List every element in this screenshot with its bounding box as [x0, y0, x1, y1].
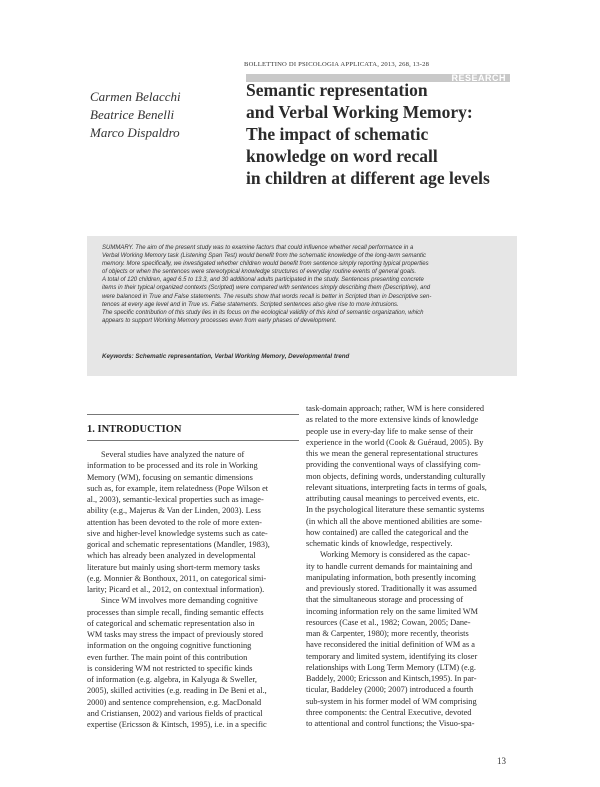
abstract-line: appears to support Working Memory processes even from early phases of development.: [102, 317, 337, 324]
body-line: sub-system in his former model of WM comprising: [306, 696, 477, 706]
keywords: Keywords: Schematic representation, Verbal Working Memory, Developmental trend: [102, 353, 350, 360]
author: Beatrice Benelli: [90, 107, 175, 122]
body-line: man & Carpenter, 1980); more recently, theorists: [306, 629, 469, 638]
author: Marco Dispaldro: [90, 125, 180, 140]
body-line: gorical and schematic representations (Mandler, 1983),: [87, 540, 270, 549]
body-line: ability (e.g., Majerus & Van der Linden, 2003). Less: [87, 506, 261, 516]
authors: [90, 88, 181, 142]
title-line: Semantic representation: [246, 80, 428, 100]
body-line: task-domain approach; rather, WM is here considered: [306, 404, 485, 413]
paper-title: [246, 79, 516, 189]
body-line: 2005), skilled activities (e.g. reading in De Beni et al.,: [87, 686, 267, 696]
body-line: have reconsidered the initial definition of WM as a: [306, 640, 475, 650]
body-line: incoming information rely on the same limited WM: [306, 606, 478, 616]
section-heading: 1. INTRODUCTION: [87, 424, 182, 435]
journal-header: BOLLETTINO DI PSICOLOGIA APPLICATA, 2013, 268, 13-28: [244, 61, 430, 68]
body-line: providing the conventional ways of classifying com-: [306, 460, 481, 470]
title-line: in children at different age levels: [246, 168, 490, 188]
body-line: that the simultaneous storage and processing of: [306, 595, 464, 605]
body-line: attention has been devoted to the role of more exten-: [87, 517, 262, 527]
abstract-line: items in their typical organized contexts (Scripted) were compared with sentences simply describing them (Descriptive), and: [102, 285, 431, 292]
right-column: [306, 403, 514, 729]
body-line: such as, for example, item relatedness (Pope Wilson et: [87, 483, 269, 493]
body-line: resources (Case et al., 1982; Cowan, 2005; Dane-: [306, 617, 471, 627]
abstract-line: The specific contribution of this study lies in its focus on the ecological validity of this kind of semantic organization, which: [102, 309, 424, 316]
body-line: sive and higher-level knowledge systems such as cate-: [87, 528, 268, 538]
body-line: information on the ongoing cognitive functioning: [87, 641, 252, 651]
section-divider-bottom: [87, 440, 299, 441]
body-line: Memory (WM), focusing on semantic dimensions: [87, 472, 253, 482]
body-line: attributing causal meanings to perceived events, etc.: [306, 494, 480, 503]
body-line: (e.g. Monnier & Bonthoux, 2011, on categorical simi-: [87, 573, 267, 583]
body-line: this we mean the general representational structures: [306, 449, 478, 458]
body-line: people use in every-day life to make sense of their: [306, 426, 474, 436]
body-line: experience in the world (Cook & Guéraud, 2005). By: [306, 437, 484, 447]
abstract-line: tences at every age level and in True vs. False statements. Scripted sentences also give rise to more intrusions.: [102, 301, 399, 308]
title-line: knowledge on word recall: [246, 146, 438, 166]
body-line: Several studies have analyzed the nature of: [101, 450, 245, 459]
body-line: schematic kinds of knowledge, respectively.: [306, 539, 453, 548]
body-line: and previously stored. Traditionally it was assumed: [306, 584, 477, 593]
body-line: relationships with Long Term Memory (LTM) (e.g.: [306, 662, 476, 672]
left-column: [87, 449, 299, 730]
body-line: larity; Picard et al., 2012, on contextual information).: [87, 585, 265, 594]
body-line: three components: the Central Executive, devoted: [306, 707, 472, 717]
title-line: The impact of schematic: [246, 124, 429, 144]
body-line: of information (e.g. algebra, in Kalyuga & Sweller,: [87, 675, 257, 684]
body-line: even further. The main point of this contribution: [87, 652, 248, 662]
section-label: RESEARCH: [451, 73, 506, 83]
body-line: how contained) are called the categorical and the: [306, 527, 469, 537]
abstract-text: [102, 244, 504, 325]
abstract-line: A total of 120 children, aged 6.5 to 13.3, and 30 additional adults participated in the study. Sentences presenting concrete: [102, 277, 424, 284]
body-line: expertise (Ericsson & Kintsch, 1995), i.e. in a specific: [87, 720, 267, 729]
body-line: ity to handle current demands for maintaining and: [306, 561, 473, 571]
abstract-line: SUMMARY. The aim of the present study was to examine factors that could influence whether recall performance in a: [102, 245, 414, 251]
abstract-line: Verbal Working Memory task (Listening Span Test) would benefit from the schematic knowledge of the long-term semantic: [102, 253, 427, 260]
page-number: 13: [497, 756, 506, 766]
body-line: relevant situations, interpreting facts in terms of goals,: [306, 482, 487, 492]
body-line: literature but mainly using short-term memory tasks: [87, 562, 260, 572]
body-line: as related to the more extensive kinds of knowledge: [306, 415, 479, 425]
body-line: Working Memory is considered as the capac-: [320, 550, 471, 560]
body-line: al., 2003), semantic-lexical properties such as image-: [87, 495, 264, 504]
body-line: Since WM involves more demanding cognitive: [101, 596, 258, 606]
body-line: which has already been analyzed in developmental: [87, 551, 256, 561]
body-line: temporary and limited system, identifying its closer: [306, 651, 478, 661]
body-line: processes than simple recall, finding semantic effects: [87, 607, 264, 617]
abstract-line: of objects or when the sentences were stereotypical knowledge structures of everyday routine events of general goals.: [102, 269, 417, 276]
body-line: WM tasks may stress the impact of previously stored: [87, 630, 264, 639]
body-line: and Cristiansen, 2002) and various fields of practical: [87, 708, 263, 718]
abstract-line: memory. More specifically, we investigated whether children would benefit from sentence simply reporting typical properties: [102, 261, 429, 268]
body-line: (in which all the above mentioned abilities are some-: [306, 516, 483, 526]
section-divider-top: [87, 414, 299, 415]
body-line: 2000) and sentence comprehension, e.g. MacDonald: [87, 697, 262, 707]
body-line: to attentional and control functions; the Visuo-spa-: [306, 719, 475, 728]
body-line: In the psychological literature these semantic systems: [306, 505, 485, 515]
author: Carmen Belacchi: [90, 89, 181, 104]
body-line: Baddely, 2000; Ericsson and Kintsch,1995). In par-: [306, 674, 477, 683]
abstract-box: [87, 236, 517, 376]
body-line: of categorical and schematic representation also in: [87, 618, 255, 628]
abstract-line: were balanced in True and False statements. The results show that words recall is better in Scripted than in Descriptive sen-: [102, 293, 432, 300]
body-line: ticular, Baddeley (2000; 2007) introduced a fourth: [306, 685, 474, 695]
body-line: manipulating information, both presently incoming: [306, 572, 476, 582]
body-line: mon objects, defining words, understanding culturally: [306, 471, 486, 481]
body-line: information to be processed and its role in Working: [87, 461, 258, 471]
body-line: is considering WM not restricted to specific kinds: [87, 663, 253, 673]
title-line: and Verbal Working Memory:: [246, 102, 473, 122]
